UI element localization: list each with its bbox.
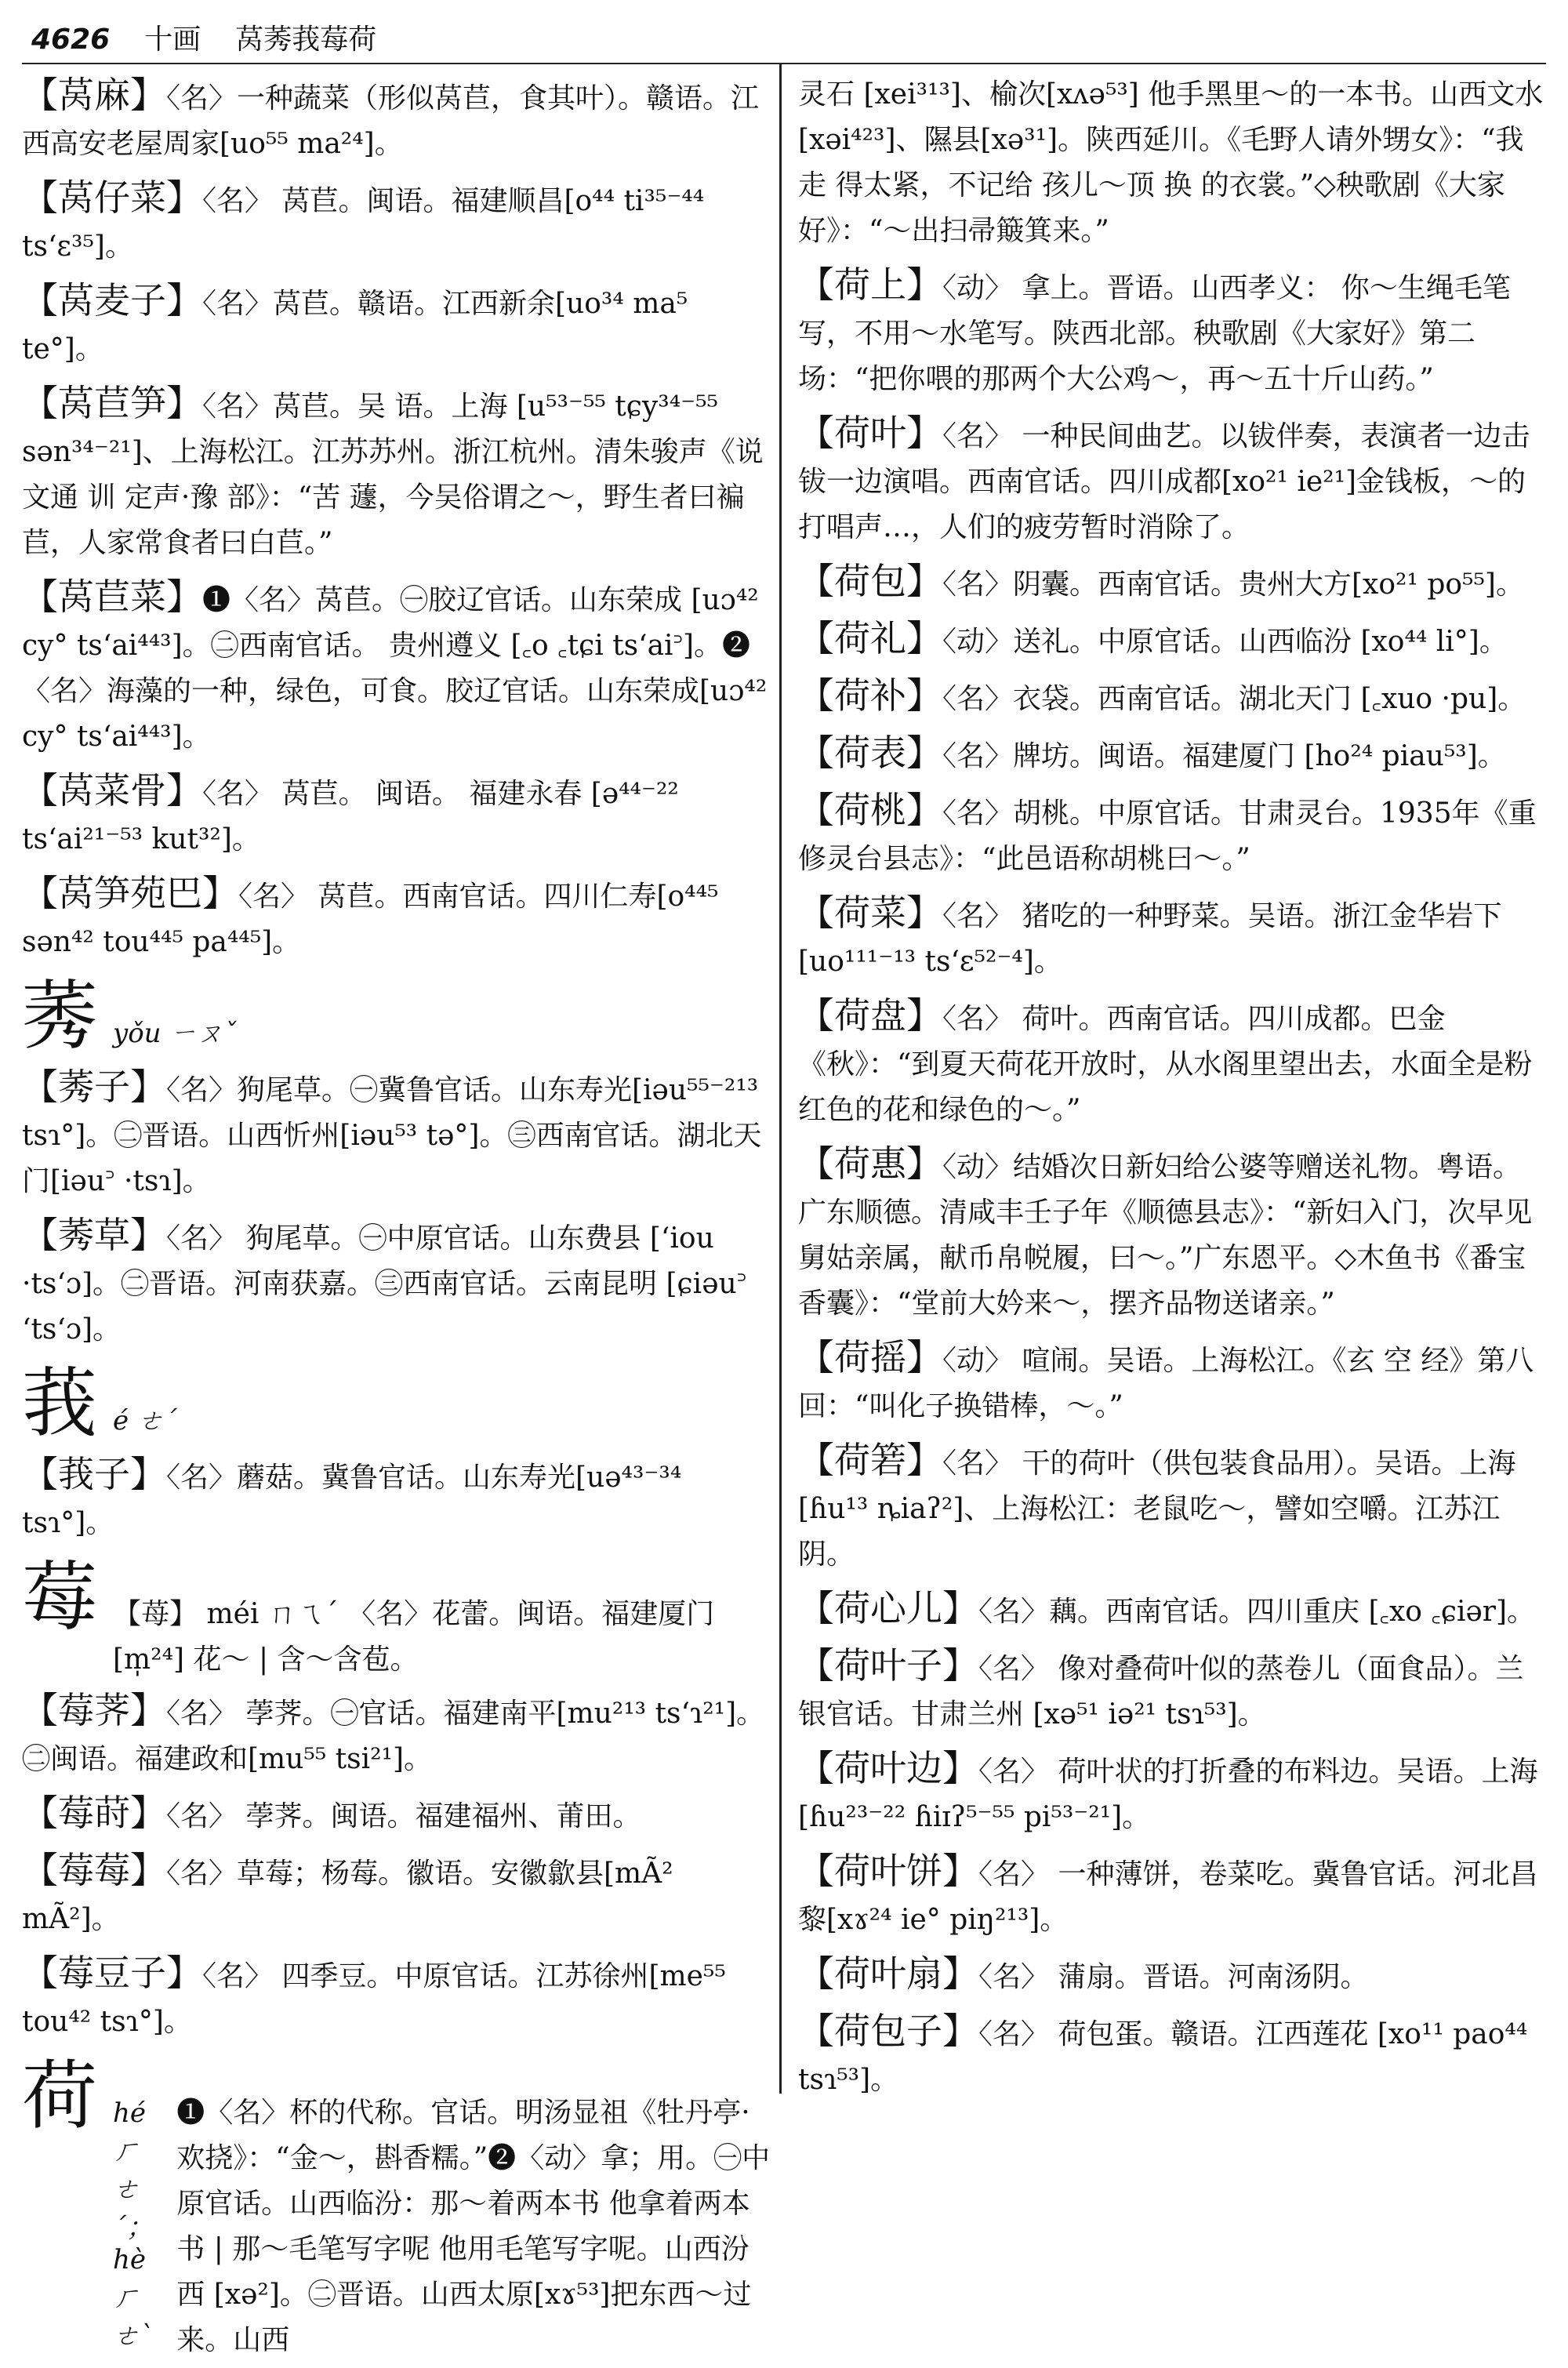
entry-headword: 【莴麦子】 [22,279,202,321]
entry-definition: 〈名〉 狗尾草。㊀中原官话。山东费县 [ʻiou ·tsʻɔ]。㊁晋语。河南获嘉。㊂西南官话。云南昆明 [ɕiəu꜄ ʻtsʻɔ]。 [22,1222,747,1346]
dictionary-entry [798,1745,1547,1840]
entry-definition: 〈名〉 猪吃的一种野菜。吴语。浙江金华岩下[uo¹¹¹⁻¹³ tsʻɛ⁵²⁻⁴]。 [798,900,1502,978]
dictionary-entry [798,558,1547,608]
entry-headword: 【莴苣笋】 [22,382,202,424]
dictionary-entry [798,2008,1547,2103]
entry-headword: 【莴麻】 [22,74,166,116]
head-character: 莪 [22,1360,97,1447]
entry-headword: 【荷表】 [798,732,942,774]
header-rule [22,63,1546,64]
dictionary-entry [798,1585,1547,1635]
entry-headword: 【荷盘】 [798,994,942,1037]
dictionary-entry [798,1951,1547,2000]
entry-definition: 〈名〉胡桃。中原官话。甘肃灵台。1935年《重修灵台县志》：“此邑语称胡桃曰～。” [798,797,1537,875]
entry-headword: 【莓莳】 [22,1792,166,1834]
running-head [31,17,1537,64]
dictionary-entry [22,1451,771,1546]
entry-definition: 〈名〉阴囊。西南官话。贵州大方[xo²¹ po⁵⁵]。 [942,568,1524,601]
entry-headword: 【莴笋苑巴】 [22,872,238,914]
entry-headword: 【莴仔菜】 [22,176,202,219]
pinyin: yǒu ㄧㄡˇ [113,1018,237,1049]
entry-definition: 〈动〉结婚次日新妇给公婆等赠送礼物。粤语。广东顺德。清咸丰壬子年《顺德县志》：“新妇入门，次早见舅姑亲属，献币帛帨履，曰～。”广东恩平。◇木鱼书《番宝香囊》：“堂前大妗来～，摆齐品物送诸亲。” [798,1151,1533,1320]
entry-definition: 〈名〉蘑菇。冀鲁官话。山东寿光[uə⁴³⁻³⁴ tsɿ°]。 [22,1462,682,1539]
entry-definition: 〈名〉 荷包蛋。赣语。江西莲花 [xo¹¹ pao⁴⁴ tsɿ⁵³]。 [798,2018,1528,2096]
dictionary-entry [22,1950,771,2045]
entry-headword: 【莴苣菜】 [22,576,202,618]
entry-headword: 【荷包子】 [798,2010,978,2052]
entry-headword: 【荷上】 [798,263,942,306]
entry-headword: 【莠子】 [22,1066,166,1108]
dictionary-entry [798,890,1547,985]
dictionary-entry [798,1643,1547,1738]
dictionary-entry [798,410,1547,550]
entry-headword: 【荷叶边】 [798,1747,978,1789]
character-definition: 【苺】 méi ㄇㄟˊ 〈名〉花蕾。闽语。福建厦门 [m̩²⁴] 花～ | 含～含苞。 [113,1598,715,1676]
entry-headword: 【荷摇】 [798,1336,942,1378]
dictionary-entry [22,72,771,167]
head-character: 莓 [22,1553,97,1641]
entry-headword: 【荷叶子】 [798,1644,978,1687]
entry-headword: 【荷桃】 [798,789,942,831]
dictionary-entry [798,1848,1547,1943]
dictionary-entry [798,616,1547,665]
entry-headword: 【莓豆子】 [22,1952,202,1994]
dictionary-entry [22,574,771,760]
dictionary-entry [798,787,1547,882]
column-rule [779,63,782,2094]
entry-definition: ❶〈名〉莴苣。㊀胶辽官话。山东荣成 [uɔ⁴² cy° tsʻai⁴⁴³]。㊁西南官话。 贵州遵义 [꜀o ꜀tɕi tsʻai꜄]。❷〈名〉海藻的一种，绿色，可食。胶辽官话。山东荣成[uɔ⁴² cy° tsʻai⁴⁴³]。 [22,584,768,753]
dictionary-entry [22,870,771,965]
entry-headword: 【荷惠】 [798,1142,942,1185]
entry-definition: 〈名〉草莓；杨莓。徽语。安徽歙县[mÃ² mÃ²]。 [22,1858,673,1935]
entry-definition: 〈名〉 莴苣。 闽语。 福建永春 [ə⁴⁴⁻²² tsʻai²¹⁻⁵³ kut³²]。 [22,778,679,855]
dictionary-entry [22,1687,771,1782]
head-character: 莠 [22,972,97,1060]
pinyin: é ㄜˊ [113,1405,177,1436]
dictionary-entry [798,673,1547,722]
dictionary-entry [22,1847,771,1942]
dictionary-entry [798,730,1547,779]
entry-definition: 〈名〉莴苣。赣语。江西新余[uo³⁴ ma⁵ te°]。 [22,288,688,365]
entry-headword: 【莴菜骨】 [22,769,202,812]
entry-definition: 〈名〉 荸荠。㊀官话。福建南平[mu²¹³ tsʻɿ²¹]。㊁闽语。福建政和[mu⁵⁵ tsi²¹]。 [22,1698,765,1775]
entry-headword: 【荷箬】 [798,1439,942,1481]
dictionary-entry [22,1064,771,1204]
head-character: 荷 [22,2052,97,2140]
dictionary-entry [22,380,771,566]
character-heading [22,1360,771,1447]
section-label: 十画 [144,24,201,56]
entry-definition: 〈名〉莴苣。吴 语。上海 [u⁵³⁻⁵⁵ tɕy³⁴⁻⁵⁵ sən³⁴⁻²¹]、上海松江。江苏苏州。浙江杭州。清朱骏声《说文通 训 定声·豫 部》：“苦 蘧，今吴俗谓之～，野生者曰褊苣，人家常食者曰白苣。” [22,390,764,559]
entry-headword: 【荷包】 [798,560,942,602]
dictionary-entry [22,768,771,863]
entry-definition: 〈名〉 干的荷叶（供包装食品用）。吴语。上海[ɦu¹³ ȵiaʔ²]、上海松江：老鼠吃～，譬如空嚼。江苏江阴。 [798,1447,1516,1571]
character-heading [22,1554,771,1683]
dictionary-entry [22,175,771,270]
dictionary-entry [798,993,1547,1133]
entry-headword: 【莓莓】 [22,1849,166,1891]
entry-definition: 〈名〉 荸荠。闽语。福建福州、莆田。 [166,1800,641,1832]
entry-definition: 〈名〉藕。西南官话。四川重庆 [꜀xo ꜀ɕiər]。 [978,1596,1536,1628]
entry-definition: 〈名〉 像对叠荷叶似的蒸卷儿（面食品）。兰银官话。甘肃兰州 [xə⁵¹ iə²¹ tsɿ⁵³]。 [798,1653,1524,1731]
entry-definition: 〈名〉 莴苣。西南官话。四川仁寿[o⁴⁴⁵ sən⁴² tou⁴⁴⁵ pa⁴⁴⁵]。 [22,881,719,958]
character-definition: ❶〈名〉杯的代称。官话。明汤显祖《牡丹亭·欢挠》：“金～，斟香糯。”❷〈动〉拿；用。㊀中原官话。山西临汾：那～着两本书 他拿着两本书 | 那～毛笔写字呢 他用毛笔写字呢。山西汾西 [xə²]。㊁晋语。山西太原[xɤ⁵³]把东西～过来。山西 [176,2097,771,2356]
headword-range: 莴莠莪莓荷 [235,24,377,56]
dictionary-entry [798,1437,1547,1578]
character-heading [22,973,771,1059]
dictionary-entry [798,72,1547,254]
entry-definition: 〈动〉送礼。中原官话。山西临汾 [xo⁴⁴ li°]。 [942,626,1508,658]
dictionary-entry [22,1212,771,1353]
left-column [22,72,771,2368]
entry-definition: 〈名〉 四季豆。中原官话。江苏徐州[me⁵⁵ tou⁴² tsɿ°]。 [22,1960,726,2038]
entry-definition: 〈名〉 一种薄饼，卷菜吃。冀鲁官话。河北昌黎[xɤ²⁴ ie° piŋ²¹³]。 [798,1858,1538,1936]
entry-headword: 【莠草】 [22,1214,166,1256]
entry-headword: 【荷礼】 [798,617,942,659]
dictionary-entry [22,1790,771,1840]
entry-headword: 【荷叶】 [798,412,942,454]
entry-definition: 〈名〉 莴苣。闽语。福建顺昌[o⁴⁴ ti³⁵⁻⁴⁴ tsʻɛ³⁵]。 [22,185,705,263]
dictionary-entry [798,262,1547,402]
entry-headword: 【荷补】 [798,674,942,717]
entry-headword: 【莓荠】 [22,1689,166,1731]
dictionary-entry [22,278,771,372]
entry-definition: 〈动〉 拿上。晋语。山西孝义： 你～生绳毛笔写，不用～水笔写。陕西北部。秧歌剧《大家好》第二场：“把你喂的那两个大公鸡～，再～五十斤山药。” [798,272,1511,395]
entry-definition: 灵石 [xei³¹³]、榆次[xʌə⁵³] 他手黑里～的一本书。山西文水[xəi⁴²³]、隰县[xə³¹]。陕西延川。《毛野人请外甥女》：“我走 得太紧，不记给 孩儿～顶 换 的衣裳。”◇秧歌剧《大家好》：“～出扫帚簸箕来。” [798,78,1544,247]
entry-definition: 〈动〉 喧闹。吴语。上海松江。《玄 空 经》第八回：“叫化子换错棒，～。” [798,1345,1534,1422]
entry-definition: 〈名〉狗尾草。㊀冀鲁官话。山东寿光[iəu⁵⁵⁻²¹³ tsɿ°]。㊁晋语。山西忻州[iəu⁵³ tə°]。㊂西南官话。湖北天门[iəu꜄ ·tsɿ]。 [22,1074,762,1197]
entry-headword: 【荷菜】 [798,892,942,934]
entry-definition: 〈名〉牌坊。闽语。福建厦门 [ho²⁴ piau⁵³]。 [942,740,1506,772]
entry-headword: 【荷叶扇】 [798,1952,978,1995]
pinyin: hé ㄏㄜˊ；hè ㄏㄜˋ [113,2097,153,2352]
entry-headword: 【荷心儿】 [798,1587,978,1629]
entry-definition: 〈名〉 荷叶。西南官话。四川成都。巴金《秋》：“到夏天荷花开放时，从水阁里望出去，水面全是粉红色的花和绿色的～。” [798,1003,1533,1126]
entry-definition: 〈名〉 蒲扇。晋语。河南汤阴。 [978,1961,1369,1993]
entry-definition: 〈名〉一种蔬菜（形似莴苣，食其叶）。赣语。江西高安老屋周家[uo⁵⁵ ma²⁴]。 [22,82,760,160]
right-column [798,72,1547,2111]
dictionary-entry [798,1335,1547,1429]
entry-definition: 〈名〉衣袋。西南官话。湖北天门 [꜀xuo ·pu]。 [942,683,1526,715]
entry-headword: 【荷叶饼】 [798,1850,978,1892]
entry-definition: 〈名〉 一种民间曲艺。以钹伴奏，表演者一边击钹一边演唱。西南官话。四川成都[xo²¹ ie²¹]金钱板，～的打唱声…，人们的疲劳暂时消除了。 [798,420,1530,543]
dictionary-entry [798,1141,1547,1327]
character-heading [22,2053,771,2363]
entry-headword: 【莪子】 [22,1453,166,1495]
page-number: 4626 [31,24,111,56]
entry-definition: 〈名〉 荷叶状的打折叠的布料边。吴语。上海[ɦu²³⁻²² ɦiɪʔ⁵⁻⁵⁵ pi⁵³⁻²¹]。 [798,1756,1538,1833]
